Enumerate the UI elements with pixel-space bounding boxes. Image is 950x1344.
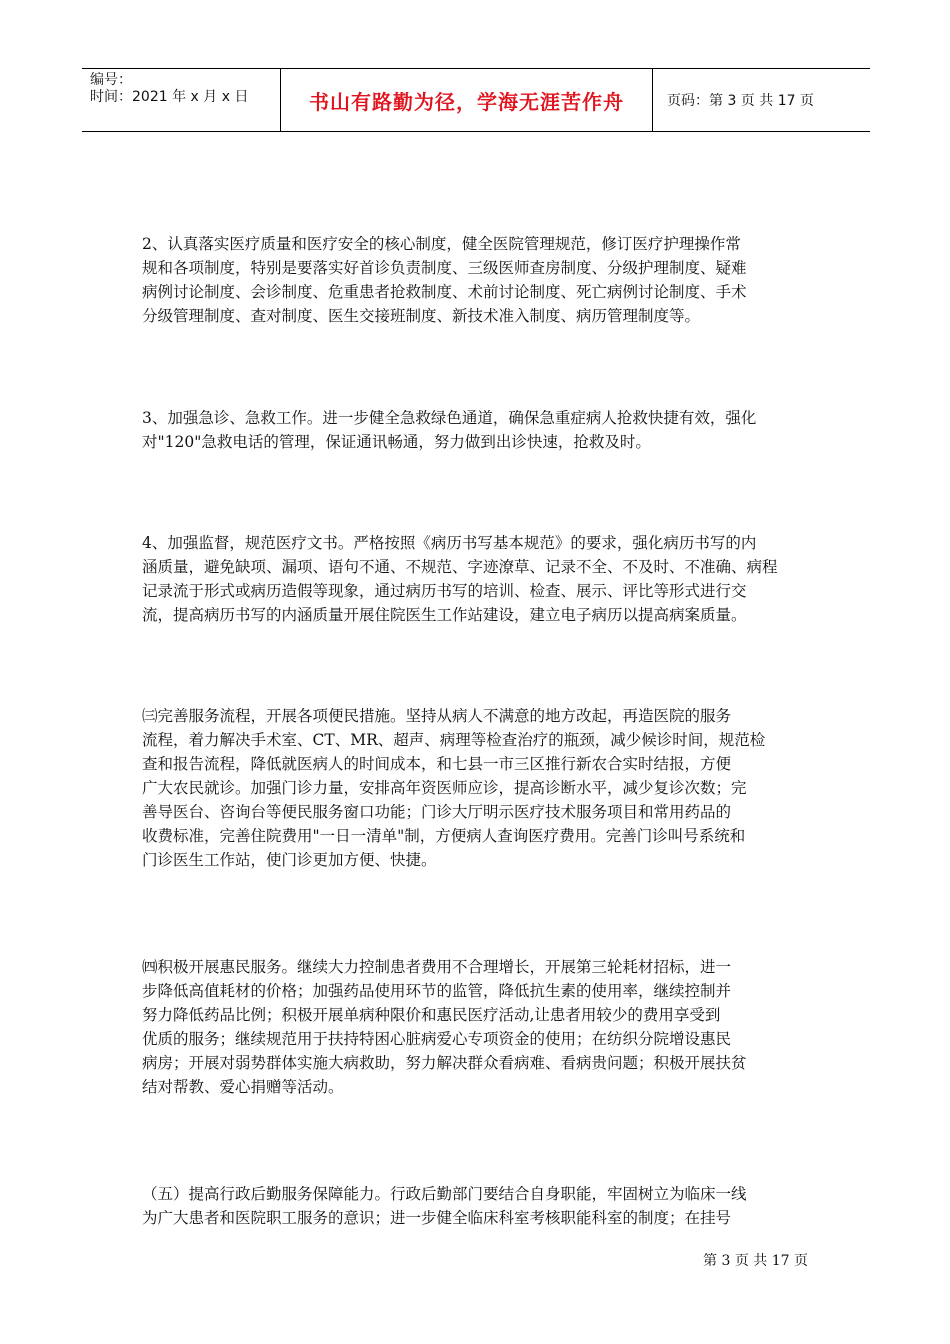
header-motto: 书山有路勤为径，学海无涯苦作舟 bbox=[309, 89, 624, 114]
paragraph-medical-records: 4、加强监督，规范医疗文书。严格按照《病历书写基本规范》的要求，强化病历书写的内 涵质量，避免缺项、漏项、语句不通、不规范、字迹潦草、记录不全、不及时、不准确、病程 记录流于形式或病历造假等现象，通过病历书写的培训、检查、展示、评比等形式进行交 流，提高病历书写的内涵质量开展住院医生工作站建设，建立电子病历以提高病案质量。 bbox=[142, 534, 778, 624]
document-number-label: 编号： bbox=[90, 72, 132, 88]
header-meta-cell bbox=[82, 69, 281, 131]
document-header bbox=[82, 68, 870, 132]
header-motto-cell bbox=[281, 69, 653, 131]
paragraph-core-systems: 2、认真落实医疗质量和医疗安全的核心制度，健全医院管理规范，修订医疗护理操作常 规和各项制度，特别是要落实好首诊负责制度、三级医师查房制度、分级护理制度、疑难 病例讨论制度、会诊制度、危重患者抢救制度、术前讨论制度、死亡病例讨论制度、手术 分级管理制度、查对制度、医生交接班制度、新技术准入制度、病历管理制度等。 bbox=[142, 235, 747, 325]
paragraph-admin-support: （五）提高行政后勤服务保障能力。行政后勤部门要结合自身职能，牢固树立为临床一线 为广大患者和医院职工服务的意识；进一步健全临床科室考核职能科室的制度；在挂号 bbox=[142, 1185, 747, 1227]
header-page-cell bbox=[653, 69, 870, 131]
paragraph-emergency: 3、加强急诊、急救工作。进一步健全急救绿色通道，确保急重症病人抢救快捷有效，强化 对"120"急救电话的管理，保证通讯畅通，努力做到出诊快速，抢救及时。 bbox=[142, 409, 757, 451]
paragraph-service-process: ㈢完善服务流程，开展各项便民措施。坚持从病人不满意的地方改起，再造医院的服务 流程，着力解决手术室、CT、MR、超声、病理等检查治疗的瓶颈，减少候诊时间，规范检 查和报告流程，降低就医病人的时间成本，和七县一市三区推行新农合实时结报，方便 广大农民就诊。加强门诊力量，安排高年资医师应诊，提高诊断水平，减少复诊次数；完 善导医台、咨询台等便民服务窗口功能；门诊大厅明示医疗技术服务项目和常用药品的 收费标准，完善住院费用"一日一清单"制，方便病人查询医疗费用。完善门诊叫号系统和 门诊医生工作站，使门诊更加方便、快捷。 bbox=[142, 707, 766, 869]
document-date-label: 时间：2021 年 x 月 x 日 bbox=[90, 89, 249, 105]
page-footer: 第 3 页 共 17 页 bbox=[703, 1253, 808, 1269]
header-page-number: 页码：第 3 页 共 17 页 bbox=[667, 93, 814, 109]
paragraph-benefit-services: ㈣积极开展惠民服务。继续大力控制患者费用不合理增长，开展第三轮耗材招标，进一 步降低高值耗材的价格；加强药品使用环节的监管，降低抗生素的使用率，继续控制并 努力降低药品比例；积极开展单病种限价和惠民医疗活动,让患者用较少的费用享受到 优质的服务；继续规范用于扶持特困心脏病爱心专项资金的使用；在纺织分院增设惠民 病房；开展对弱势群体实施大病救助，努力解决群众看病难、看病贵问题；积极开展扶贫 结对帮教、爱心捐赠等活动。 bbox=[142, 958, 747, 1096]
